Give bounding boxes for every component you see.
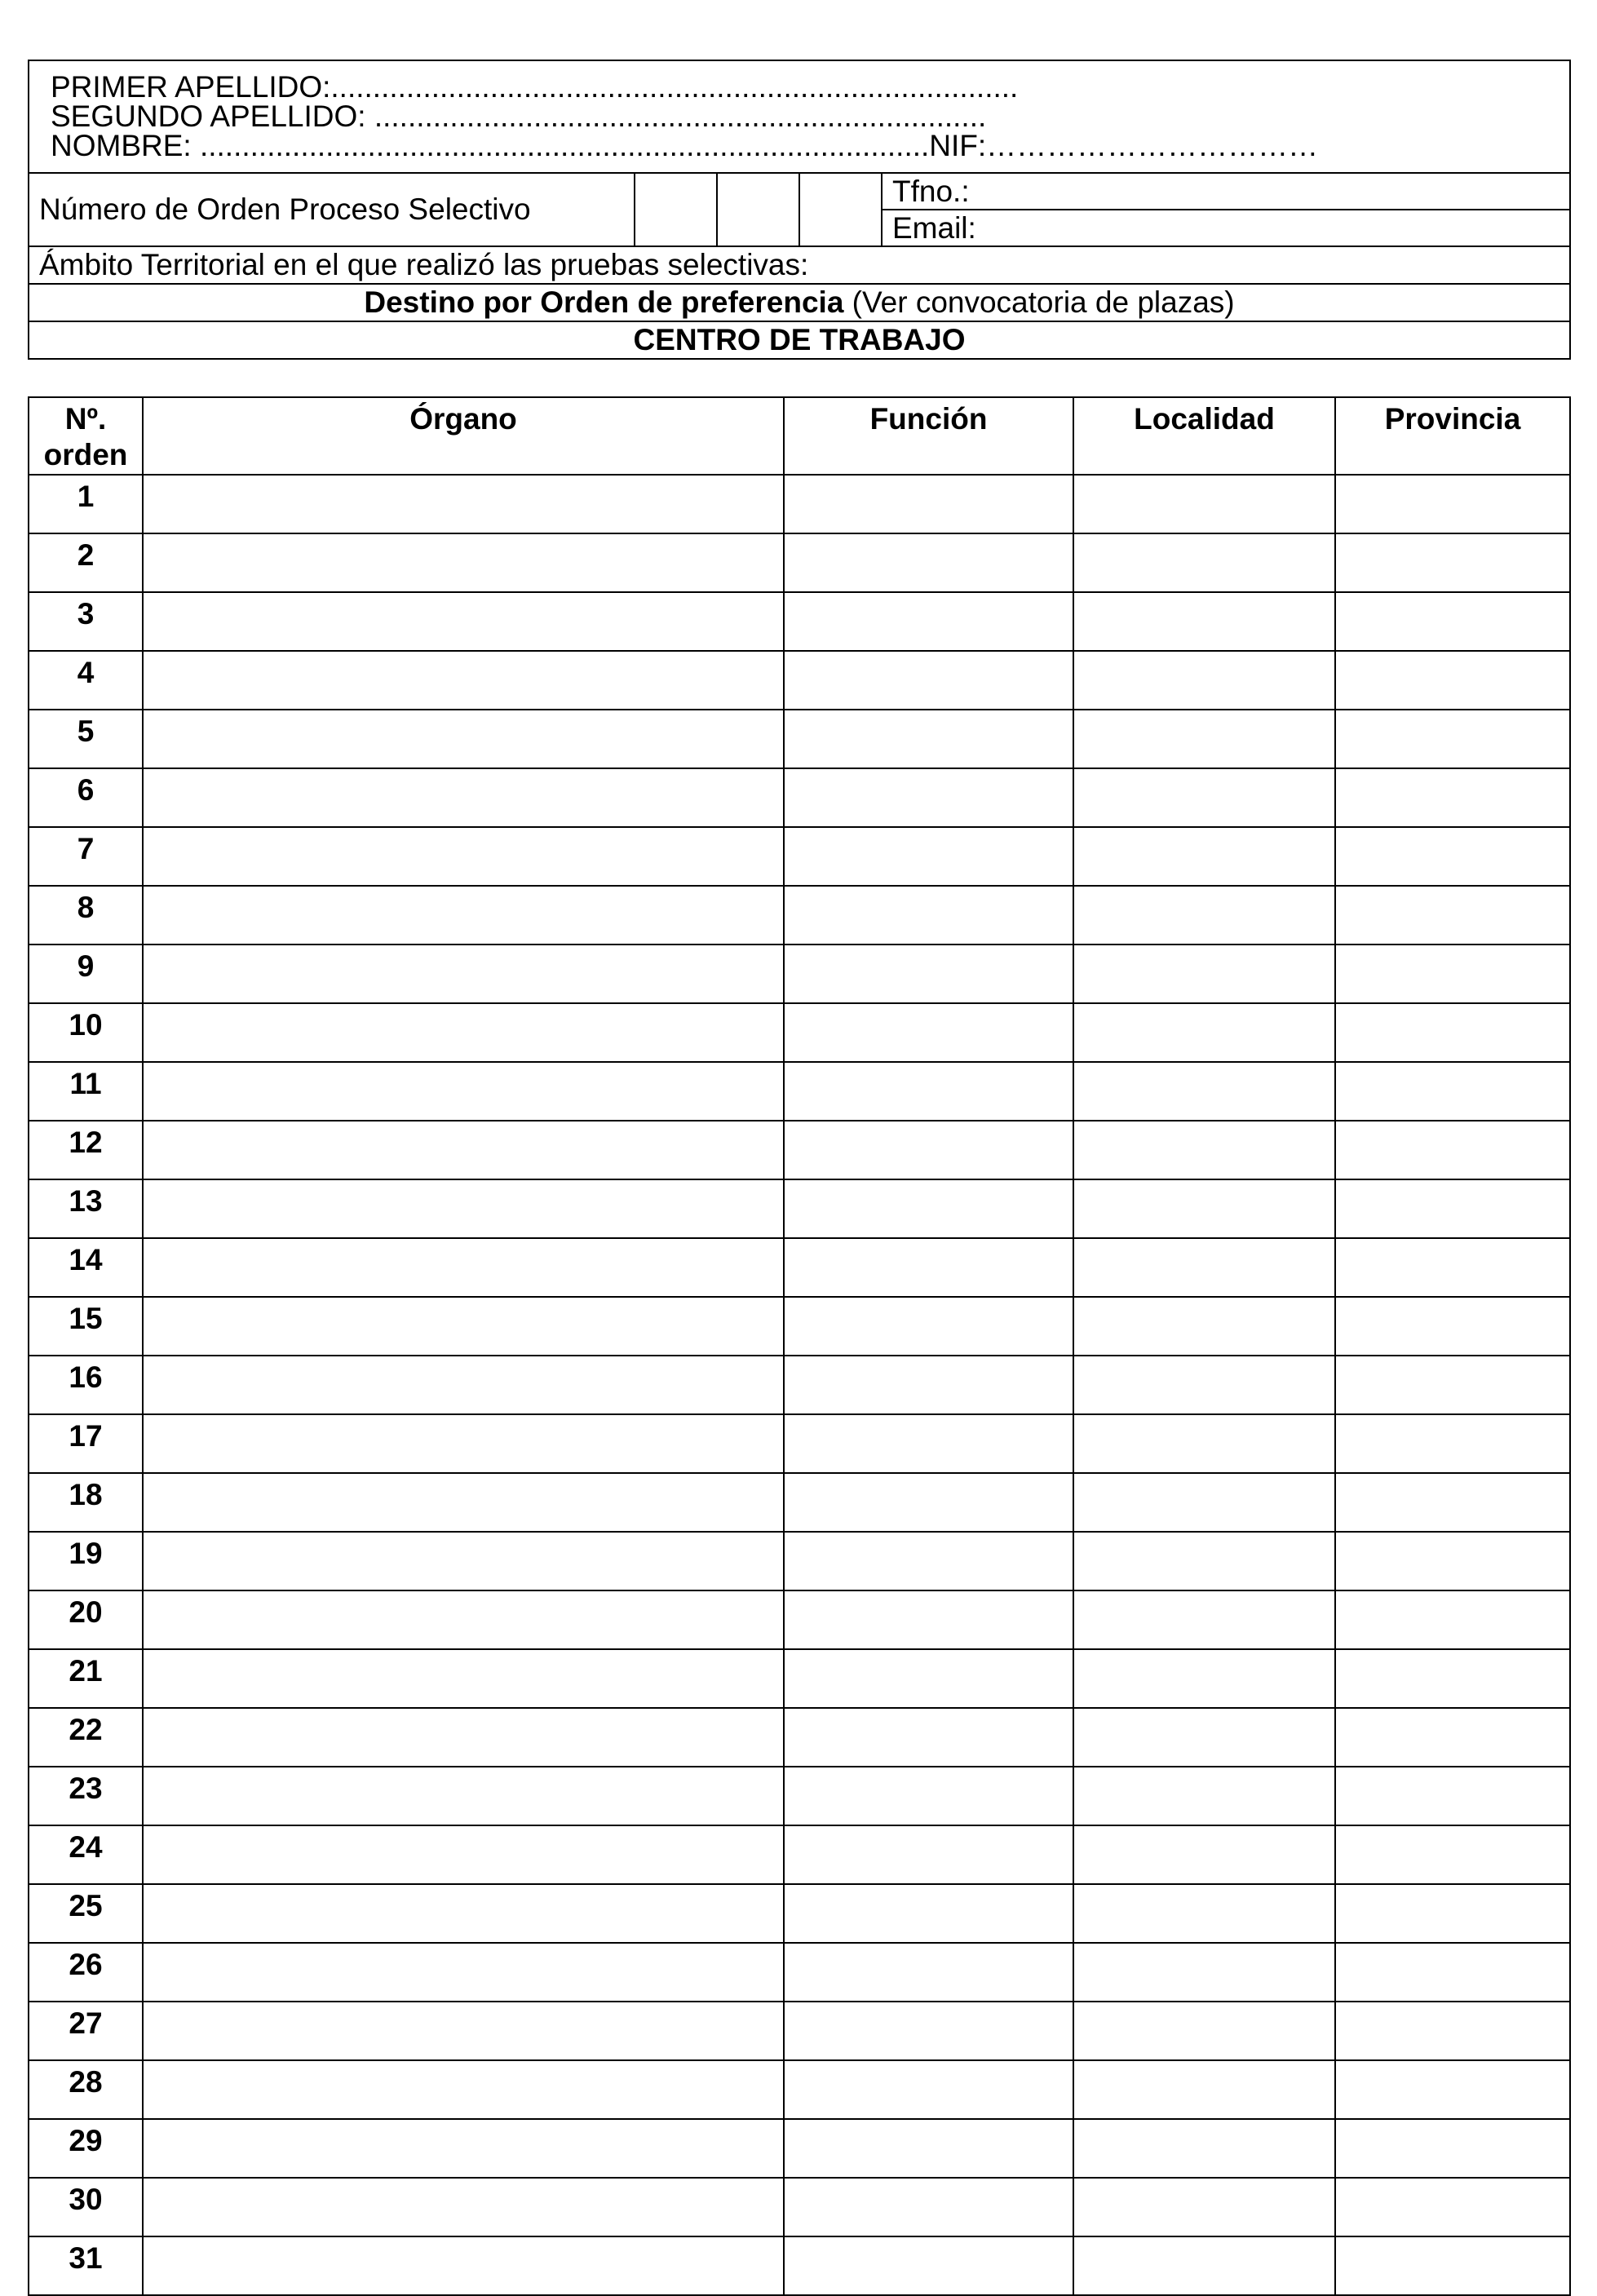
table-row xyxy=(29,2119,1570,2178)
cell-funcion[interactable] xyxy=(784,651,1073,710)
cell-funcion[interactable] xyxy=(784,1238,1073,1297)
row-number: 9 xyxy=(29,945,143,1003)
identification-cell xyxy=(29,60,1570,173)
cell-localidad[interactable] xyxy=(1073,2119,1335,2178)
cell-localidad[interactable] xyxy=(1073,1532,1335,1590)
row-number: 28 xyxy=(29,2060,143,2119)
row-number: 3 xyxy=(29,592,143,651)
cell-provincia[interactable] xyxy=(1335,1767,1570,1825)
cell-funcion[interactable] xyxy=(784,1590,1073,1649)
segundo-apellido-field[interactable]: SEGUNDO APELLIDO: ......................................................................... xyxy=(51,102,987,131)
cell-funcion[interactable] xyxy=(784,533,1073,592)
cell-organo[interactable] xyxy=(143,1884,784,1943)
table-row xyxy=(29,1532,1570,1590)
table-row xyxy=(29,1062,1570,1121)
cell-provincia[interactable] xyxy=(1335,768,1570,827)
cell-funcion[interactable] xyxy=(784,827,1073,886)
cell-provincia[interactable] xyxy=(1335,1062,1570,1121)
table-row xyxy=(29,1590,1570,1649)
table-row xyxy=(29,2060,1570,2119)
cell-localidad[interactable] xyxy=(1073,1943,1335,2002)
row-number: 14 xyxy=(29,1238,143,1297)
cell-provincia[interactable] xyxy=(1335,1532,1570,1590)
cell-funcion[interactable] xyxy=(784,2236,1073,2295)
cell-organo[interactable] xyxy=(143,1532,784,1590)
table-row xyxy=(29,1825,1570,1884)
cell-provincia[interactable] xyxy=(1335,1649,1570,1708)
row-number: 12 xyxy=(29,1121,143,1179)
table-row xyxy=(29,2178,1570,2236)
cell-localidad[interactable] xyxy=(1073,1708,1335,1767)
table-row xyxy=(29,1884,1570,1943)
cell-localidad[interactable] xyxy=(1073,1767,1335,1825)
cell-organo[interactable] xyxy=(143,533,784,592)
numero-orden-box-2[interactable] xyxy=(717,173,799,246)
cell-funcion[interactable] xyxy=(784,1708,1073,1767)
cell-funcion[interactable] xyxy=(784,945,1073,1003)
table-row xyxy=(29,1414,1570,1473)
cell-funcion[interactable] xyxy=(784,768,1073,827)
cell-localidad[interactable] xyxy=(1073,1649,1335,1708)
cell-localidad[interactable] xyxy=(1073,533,1335,592)
cell-funcion[interactable] xyxy=(784,886,1073,945)
cell-organo[interactable] xyxy=(143,2119,784,2178)
cell-organo[interactable] xyxy=(143,2178,784,2236)
row-number: 29 xyxy=(29,2119,143,2178)
cell-organo[interactable] xyxy=(143,475,784,533)
cell-localidad[interactable] xyxy=(1073,1003,1335,1062)
cell-localidad[interactable] xyxy=(1073,1356,1335,1414)
row-number: 1 xyxy=(29,475,143,533)
cell-provincia[interactable] xyxy=(1335,2178,1570,2236)
cell-organo[interactable] xyxy=(143,827,784,886)
table-row xyxy=(29,2002,1570,2060)
cell-provincia[interactable] xyxy=(1335,1003,1570,1062)
cell-funcion[interactable] xyxy=(784,592,1073,651)
row-number: 23 xyxy=(29,1767,143,1825)
table-row xyxy=(29,945,1570,1003)
numero-orden-box-1[interactable] xyxy=(635,173,717,246)
cell-funcion[interactable] xyxy=(784,1003,1073,1062)
cell-localidad[interactable] xyxy=(1073,1473,1335,1532)
cell-organo[interactable] xyxy=(143,2002,784,2060)
table-row xyxy=(29,592,1570,651)
cell-funcion[interactable] xyxy=(784,1179,1073,1238)
cell-organo[interactable] xyxy=(143,945,784,1003)
cell-funcion[interactable] xyxy=(784,2119,1073,2178)
cell-localidad[interactable] xyxy=(1073,1121,1335,1179)
cell-localidad[interactable] xyxy=(1073,827,1335,886)
row-number: 19 xyxy=(29,1532,143,1590)
cell-funcion[interactable] xyxy=(784,475,1073,533)
cell-provincia[interactable] xyxy=(1335,592,1570,651)
cell-provincia[interactable] xyxy=(1335,2236,1570,2295)
row-number: 7 xyxy=(29,827,143,886)
destino-heading xyxy=(29,284,1570,321)
cell-organo[interactable] xyxy=(143,1121,784,1179)
centro-trabajo-heading: CENTRO DE TRABAJO xyxy=(29,321,1570,359)
cell-provincia[interactable] xyxy=(1335,1179,1570,1238)
cell-organo[interactable] xyxy=(143,1179,784,1238)
col-header-num-orden: Nº. orden xyxy=(29,397,143,475)
cell-localidad[interactable] xyxy=(1073,2002,1335,2060)
cell-organo[interactable] xyxy=(143,1062,784,1121)
preference-table-body xyxy=(29,475,1570,2295)
cell-provincia[interactable] xyxy=(1335,827,1570,886)
row-number: 26 xyxy=(29,1943,143,2002)
numero-orden-label: Número de Orden Proceso Selectivo xyxy=(29,173,635,246)
cell-funcion[interactable] xyxy=(784,1062,1073,1121)
cell-funcion[interactable] xyxy=(784,2002,1073,2060)
email-field[interactable]: Email: xyxy=(882,210,1570,246)
cell-provincia[interactable] xyxy=(1335,475,1570,533)
cell-provincia[interactable] xyxy=(1335,1238,1570,1297)
preference-table-header xyxy=(29,397,1570,475)
row-number: 21 xyxy=(29,1649,143,1708)
cell-organo[interactable] xyxy=(143,768,784,827)
cell-localidad[interactable] xyxy=(1073,651,1335,710)
cell-localidad[interactable] xyxy=(1073,1884,1335,1943)
primer-apellido-field[interactable]: PRIMER APELLIDO:.................................................................................. xyxy=(51,73,1019,102)
cell-funcion[interactable] xyxy=(784,1297,1073,1356)
col-header-localidad: Localidad xyxy=(1073,397,1335,475)
cell-organo[interactable] xyxy=(143,1473,784,1532)
cell-localidad[interactable] xyxy=(1073,945,1335,1003)
table-row xyxy=(29,1121,1570,1179)
preference-table xyxy=(28,396,1571,2296)
table-row xyxy=(29,475,1570,533)
cell-localidad[interactable] xyxy=(1073,1062,1335,1121)
cell-localidad[interactable] xyxy=(1073,2060,1335,2119)
cell-provincia[interactable] xyxy=(1335,2002,1570,2060)
cell-funcion[interactable] xyxy=(784,1825,1073,1884)
col-header-funcion: Función xyxy=(784,397,1073,475)
table-row xyxy=(29,651,1570,710)
table-row xyxy=(29,710,1570,768)
row-number: 22 xyxy=(29,1708,143,1767)
cell-provincia[interactable] xyxy=(1335,710,1570,768)
cell-organo[interactable] xyxy=(143,1356,784,1414)
cell-funcion[interactable] xyxy=(784,1356,1073,1414)
row-number: 10 xyxy=(29,1003,143,1062)
table-row xyxy=(29,1649,1570,1708)
cell-localidad[interactable] xyxy=(1073,592,1335,651)
row-number: 5 xyxy=(29,710,143,768)
row-number: 13 xyxy=(29,1179,143,1238)
cell-provincia[interactable] xyxy=(1335,2060,1570,2119)
cell-localidad[interactable] xyxy=(1073,1414,1335,1473)
cell-organo[interactable] xyxy=(143,1238,784,1297)
cell-provincia[interactable] xyxy=(1335,1590,1570,1649)
cell-funcion[interactable] xyxy=(784,2178,1073,2236)
cell-organo[interactable] xyxy=(143,1590,784,1649)
cell-funcion[interactable] xyxy=(784,710,1073,768)
numero-orden-box-3[interactable] xyxy=(799,173,882,246)
cell-funcion[interactable] xyxy=(784,2060,1073,2119)
cell-localidad[interactable] xyxy=(1073,1179,1335,1238)
applicant-header-table xyxy=(28,60,1571,360)
cell-organo[interactable] xyxy=(143,2236,784,2295)
table-row xyxy=(29,1179,1570,1238)
cell-funcion[interactable] xyxy=(784,1649,1073,1708)
cell-provincia[interactable] xyxy=(1335,2119,1570,2178)
cell-localidad[interactable] xyxy=(1073,1297,1335,1356)
cell-organo[interactable] xyxy=(143,710,784,768)
cell-provincia[interactable] xyxy=(1335,1708,1570,1767)
nombre-nif-field[interactable]: NOMBRE: .......................................................................................NIF:…………………………… xyxy=(51,131,1319,161)
cell-provincia[interactable] xyxy=(1335,1473,1570,1532)
cell-localidad[interactable] xyxy=(1073,2178,1335,2236)
cell-localidad[interactable] xyxy=(1073,475,1335,533)
row-number: 24 xyxy=(29,1825,143,1884)
table-row xyxy=(29,1708,1570,1767)
cell-organo[interactable] xyxy=(143,1943,784,2002)
cell-provincia[interactable] xyxy=(1335,1414,1570,1473)
cell-organo[interactable] xyxy=(143,592,784,651)
cell-funcion[interactable] xyxy=(784,1532,1073,1590)
row-number: 30 xyxy=(29,2178,143,2236)
table-row xyxy=(29,533,1570,592)
cell-funcion[interactable] xyxy=(784,1473,1073,1532)
cell-localidad[interactable] xyxy=(1073,1590,1335,1649)
cell-organo[interactable] xyxy=(143,651,784,710)
form-sheet xyxy=(28,60,1569,2296)
cell-organo[interactable] xyxy=(143,1649,784,1708)
row-number: 11 xyxy=(29,1062,143,1121)
cell-provincia[interactable] xyxy=(1335,886,1570,945)
cell-funcion[interactable] xyxy=(784,1767,1073,1825)
row-number: 25 xyxy=(29,1884,143,1943)
table-row xyxy=(29,1003,1570,1062)
cell-organo[interactable] xyxy=(143,1708,784,1767)
cell-provincia[interactable] xyxy=(1335,533,1570,592)
cell-funcion[interactable] xyxy=(784,1414,1073,1473)
table-row xyxy=(29,1238,1570,1297)
cell-organo[interactable] xyxy=(143,1003,784,1062)
table-row xyxy=(29,827,1570,886)
destino-heading-bold: Destino por Orden de preferencia xyxy=(364,285,844,319)
cell-organo[interactable] xyxy=(143,1767,784,1825)
cell-provincia[interactable] xyxy=(1335,1943,1570,2002)
destino-heading-note: (Ver convocatoria de plazas) xyxy=(843,285,1235,319)
cell-localidad[interactable] xyxy=(1073,768,1335,827)
row-number: 8 xyxy=(29,886,143,945)
table-row xyxy=(29,768,1570,827)
cell-provincia[interactable] xyxy=(1335,651,1570,710)
cell-funcion[interactable] xyxy=(784,1943,1073,2002)
cell-provincia[interactable] xyxy=(1335,1825,1570,1884)
cell-organo[interactable] xyxy=(143,886,784,945)
row-number: 18 xyxy=(29,1473,143,1532)
cell-provincia[interactable] xyxy=(1335,1297,1570,1356)
cell-provincia[interactable] xyxy=(1335,1121,1570,1179)
row-number: 4 xyxy=(29,651,143,710)
row-number: 6 xyxy=(29,768,143,827)
cell-funcion[interactable] xyxy=(784,1884,1073,1943)
cell-localidad[interactable] xyxy=(1073,886,1335,945)
row-number: 16 xyxy=(29,1356,143,1414)
cell-funcion[interactable] xyxy=(784,1121,1073,1179)
cell-localidad[interactable] xyxy=(1073,1238,1335,1297)
table-row xyxy=(29,1297,1570,1356)
row-number: 27 xyxy=(29,2002,143,2060)
table-row xyxy=(29,1943,1570,2002)
table-row xyxy=(29,1356,1570,1414)
row-number: 17 xyxy=(29,1414,143,1473)
row-number: 31 xyxy=(29,2236,143,2295)
col-header-organo: Órgano xyxy=(143,397,784,475)
cell-organo[interactable] xyxy=(143,1414,784,1473)
cell-provincia[interactable] xyxy=(1335,1356,1570,1414)
table-row xyxy=(29,1767,1570,1825)
table-row xyxy=(29,2236,1570,2295)
table-row xyxy=(29,1473,1570,1532)
cell-organo[interactable] xyxy=(143,2060,784,2119)
row-number: 20 xyxy=(29,1590,143,1649)
row-number: 2 xyxy=(29,533,143,592)
table-row xyxy=(29,886,1570,945)
ambito-territorial-field[interactable]: Ámbito Territorial en el que realizó las pruebas selectivas: xyxy=(29,246,1570,284)
tfno-field[interactable]: Tfno.: xyxy=(882,173,1570,210)
cell-localidad[interactable] xyxy=(1073,2236,1335,2295)
row-number: 15 xyxy=(29,1297,143,1356)
col-header-provincia: Provincia xyxy=(1335,397,1570,475)
cell-localidad[interactable] xyxy=(1073,1825,1335,1884)
cell-organo[interactable] xyxy=(143,1297,784,1356)
cell-provincia[interactable] xyxy=(1335,1884,1570,1943)
cell-localidad[interactable] xyxy=(1073,710,1335,768)
cell-organo[interactable] xyxy=(143,1825,784,1884)
cell-provincia[interactable] xyxy=(1335,945,1570,1003)
